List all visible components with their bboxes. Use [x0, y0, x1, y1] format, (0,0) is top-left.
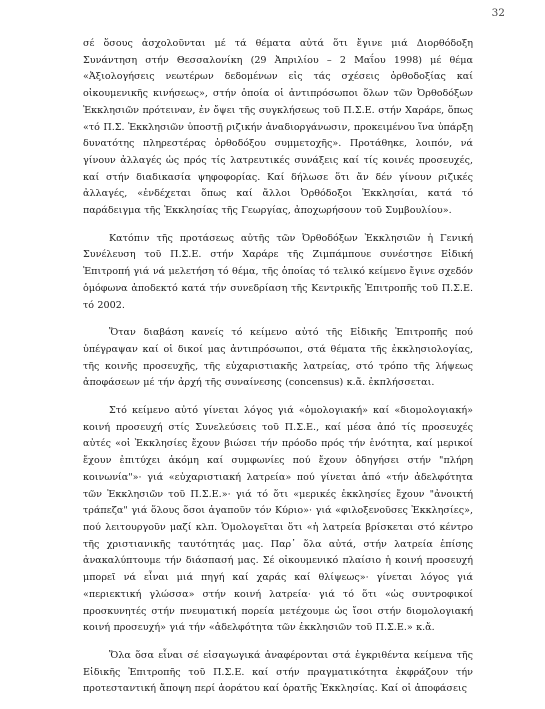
paragraph-3: Ὅταν διαβάση κανείς τό κείμενο αὐτό τῆς Εἰδικῆς Ἐπιτροπῆς πού ὑπέγραψαν καί οἱ δικοί μας ἀντιπρόσωποι, στά θέματα τῆς ἐκκλησιολογίας, τῆς κοινῆς προσευχῆς, τῆς εὐχαριστιακῆς λατρείας, στό τρόπο τῆς λήψεως ἀποφάσεων μέ τήν ἀρχή τῆς συναίνεσης (concensus) κ.ἄ. ἐκπλήσσεται. [83, 327, 473, 389]
document-body [83, 36, 473, 709]
page-number: 32 [491, 7, 505, 19]
paragraph-5: Ὅλα ὅσα εἶναι σέ εἰσαγωγικά ἀναφέρονται στά ἐγκριθέντα κείμενα τῆς Εἰδικῆς Ἐπιτροπῆς τοῦ Π.Σ.Ε. καί στήν πραγματικότητα ἐκφράζουν τήν προτεσταντική ἄποψη περί ἀοράτου καί ὁρατῆς Ἐκκλησίας. Καί οἱ ἀποφάσεις [83, 649, 473, 695]
paragraph-2: Κατόπιν τῆς προτάσεως αὐτῆς τῶν Ὀρθοδόξων Ἐκκλησιῶν ἡ Γενική Συνέλευση τοῦ Π.Σ.Ε. στήν Χαράρε τῆς Ζιμπάμπουε συνέστησε Εἰδική Ἐπιτροπή γιά νά μελετήση τό θέμα, τῆς ὁποίας τό τελικό κείμενο ἔγινε σχεδόν ὁμόφωνα ἀποδεκτό κατά τήν συνεδρίαση τῆς Κεντρικῆς Ἐπιτροπῆς τοῦ Π.Σ.Ε. τό 2002. [83, 232, 473, 311]
paragraph-4: Στό κείμενο αὐτό γίνεται λόγος γιά «ὁμολογιακή» καί «διομολογιακή» κοινή προσευχή στίς Συνελεύσεις τοῦ Π.Σ.Ε., καί μέσα ἀπό τίς προσευχές αὐτές «οἱ Ἐκκλησίες ἔχουν βιώσει τήν πρόοδο πρός τήν ἑνότητα, καί μερικοί ἔχουν ἐπιτύχει ἀκόμη καί συμφωνίες πού ἔχουν ὁδηγήσει στήν "πλήρη κοινωνία"»· γιά «εὐχαριστιακή λατρεία» πού γίνεται ἀπό «τήν ἀδελφότητα τῶν Ἐκκλησιῶν τοῦ Π.Σ.Ε.»· γιά τό ὅτι «μερικές ἐκκλησίες ἔχουν "ἀνοικτή τράπεζα" γιά ὅλους ὅσοι ἀγαποῦν τόν Κύριο»· γιά «φιλοξενοῦσες Ἐκκλησίες», πού λειτουργοῦν μαζί κλπ. Ὁμολογεῖται ὅτι «ἡ λατρεία βρίσκεται στό κέντρο τῆς χριστιανικῆς ταυτότητάς μας. Παρ᾿ ὅλα αὐτά, στήν λατρεία ἐπίσης ἀνακαλύπτουμε τήν διάσπασή μας. Σέ οἰκουμενικό πλαίσιο ἡ κοινή προσευχή μπορεῖ νά εἶναι μιά πηγή καί χαράς καί θλίψεως»· γίνεται λόγος γιά «περιεκτική γλώσσα» στήν κοινή λατρεία· γιά τό ὅτι «ὡς συντροφικοί προσκυνητές στήν πνευματική πορεία μετέχουμε ὡς ἴσοι στήν διομολογιακή κοινή προσευχή» γιά τήν «ἀδελφότητα τῶν ἐκκλησιῶν τοῦ Π.Σ.Ε.» κ.ἄ. [83, 405, 473, 634]
paragraph-1: σέ ὅσους ἀσχολοῦνται μέ τά θέματα αὐτά ὅτι ἔγινε μιά Διορθόδοξη Συνάντηση στήν Θεσσαλονίκη (29 Ἀπριλίου – 2 Μαΐου 1998) μέ θέμα «Ἀξιολογήσεις νεωτέρων δεδομένων εἰς τάς σχέσεις ὀρθοδοξίας καί οἰκουμενικῆς κινήσεως», στήν ὁποία οἱ ἀντιπρόσωποι ὅλων τῶν Ὀρθοδόξων Ἐκκλησιῶν πρότειναν, ἐν ὄψει τῆς συγκλήσεως τοῦ Π.Σ.Ε. στήν Χαράρε, ὅπως «τό Π.Σ. Ἐκκλησιῶν ὑποστῇ ριζικήν ἀναδιοργάνωσιν, προκειμένου ἵνα ὑπάρξη δυνατότης πληρεστέρας ὀρθοδόξου συμμετοχῆς». Προτάθηκε, λοιπόν, νά γίνουν ἀλλαγές ὡς πρός τίς λατρευτικές συνάξεις καί τίς κοινές προσευχές, καί στήν διαδικασία ψηφοφορίας. Καί δήλωσε ὅτι ἄν δέν γίνουν ριζικές ἀλλαγές, «ἐνδέχεται ὅπως καί ἄλλοι Ὀρθόδοξοι Ἐκκλησίαι, κατά τό παράδειγμα τῆς Ἐκκλησίας τῆς Γεωργίας, ἀποχωρήσουν τοῦ Συμβουλίου». [83, 38, 473, 217]
